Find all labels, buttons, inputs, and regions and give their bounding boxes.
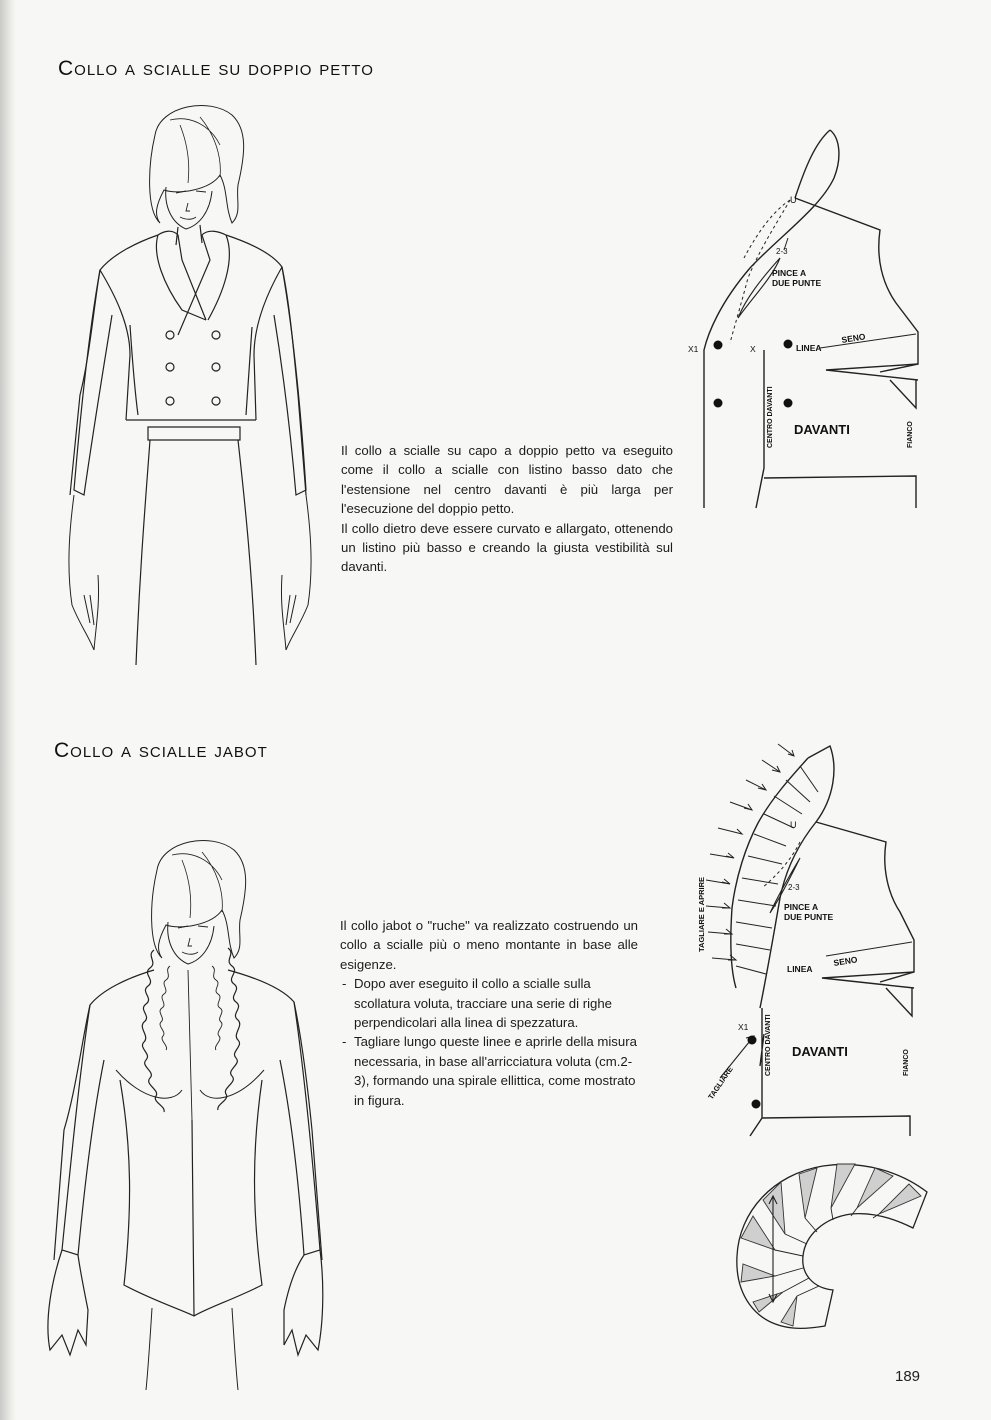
label-dart-measure: 2-3 <box>788 883 800 892</box>
label-fianco: FIANCO <box>907 421 914 448</box>
label-x1: X1 <box>738 1022 749 1032</box>
instruction-list <box>340 974 638 1110</box>
page-number: 189 <box>895 1368 921 1385</box>
label-davanti: DAVANTI <box>792 1044 848 1059</box>
paragraph: Il collo dietro deve essere curvato e allargato, ottenendo un listino più basso e creando la giusta vestibilità sul davanti. <box>341 520 673 575</box>
label-centro-davanti: CENTRO DAVANTI <box>765 1014 772 1076</box>
list-item: - Tagliare lungo queste linee e aprirle della misura necessaria, in base all'arricciatura voluta (cm.2-3), formando una spirale ellittica, come mostrato in figura. <box>340 1032 638 1110</box>
section-title-double-breasted: Collo a scialle su doppio petto <box>58 57 374 81</box>
label-u: U <box>790 195 797 205</box>
label-pince-a: PINCE A <box>784 902 819 912</box>
label-linea: LINEA <box>796 343 822 353</box>
label-centro-davanti: CENTRO DAVANTI <box>767 386 774 448</box>
label-pince-a: PINCE A <box>772 268 807 278</box>
section-title-jabot: Collo a scialle jabot <box>54 739 268 763</box>
jabot-spiral-diagram <box>733 1152 933 1332</box>
label-fianco: FIANCO <box>903 1049 910 1076</box>
label-u: U <box>790 820 797 830</box>
section-description-jabot <box>340 916 638 1110</box>
label-tagliare-e-aprire: TAGLIARE E APRIRE <box>697 876 706 952</box>
section-description-double-breasted <box>341 441 673 577</box>
label-due-punte: DUE PUNTE <box>772 278 822 288</box>
label-seno: SENO <box>840 331 867 345</box>
blouse-illustration <box>32 830 332 1390</box>
label-dart-measure: 2-3 <box>776 247 788 256</box>
label-linea: LINEA <box>787 964 813 974</box>
label-x1: X1 <box>688 344 699 354</box>
front-pattern-diagram-jabot <box>690 738 930 1148</box>
list-item: - Dopo aver eseguito il collo a scialle sulla scollatura voluta, tracciare una serie di righe perpendicolari alla linea di spezzatura. <box>340 974 638 1032</box>
label-davanti: DAVANTI <box>794 422 850 437</box>
label-seno: SENO <box>832 954 859 968</box>
paragraph: Il collo a scialle su capo a doppio petto va eseguito come il collo a scialle con listino basso dato che l'estensione nel centro davanti è più larga per l'esecuzione del doppio petto. <box>341 443 673 517</box>
label-tagliare: TAGLIARE <box>706 1064 735 1102</box>
front-pattern-diagram-double-breasted <box>680 118 930 528</box>
label-x: X <box>750 344 756 354</box>
paragraph: Il collo jabot o "ruche" va realizzato costruendo un collo a scialle più o meno montante in base alle esigenze. <box>340 918 638 972</box>
page-binding-shadow <box>0 0 16 1420</box>
label-due-punte: DUE PUNTE <box>784 912 834 922</box>
jacket-illustration <box>60 95 320 685</box>
